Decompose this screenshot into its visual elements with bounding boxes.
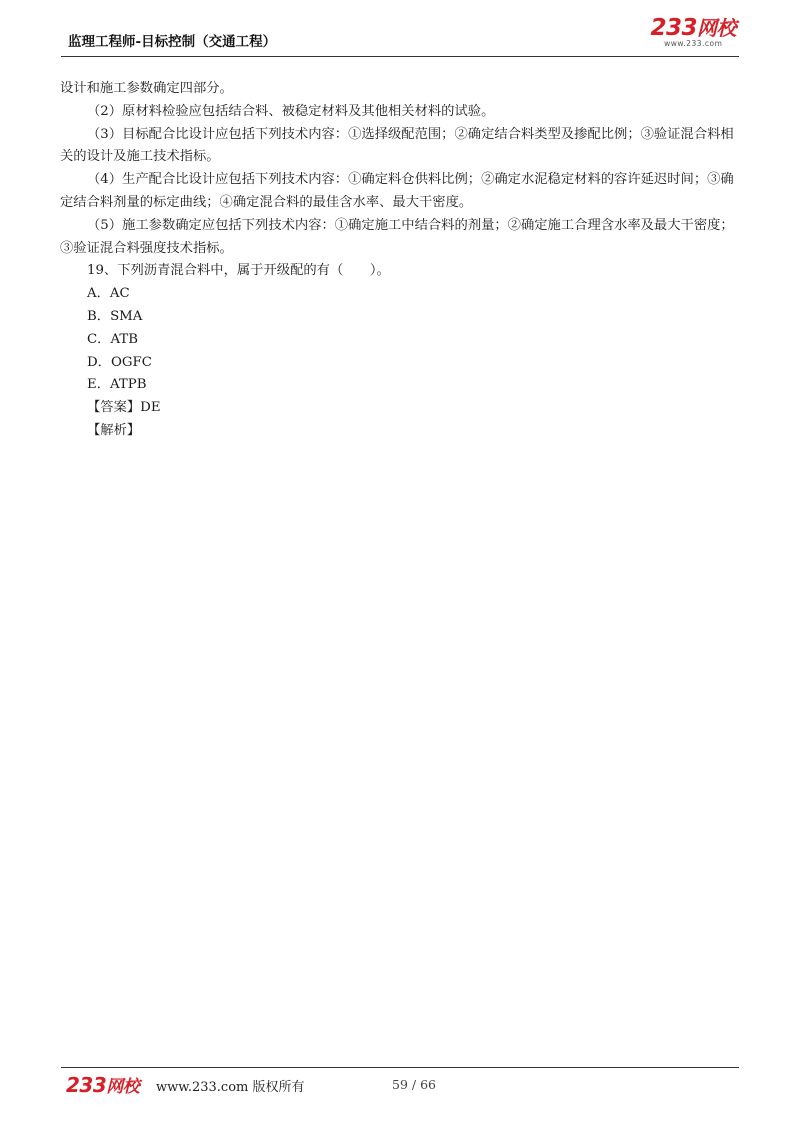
paragraph-item-4: （4）生产配合比设计应包括下列技术内容：①确定料仓供料比例；②确定水泥稳定材料的容许延迟时间；③确定结合料剂量的标定曲线；④确定混合料的最佳含水率、最大干密度。 bbox=[60, 172, 734, 210]
footer-logo-digits: 233 bbox=[66, 1073, 107, 1097]
logo-cn: 网校 bbox=[697, 16, 736, 40]
logo-digits: 233 bbox=[650, 15, 697, 41]
footer-divider bbox=[61, 1067, 739, 1068]
footer-copyright: www.233.com 版权所有 bbox=[156, 1080, 305, 1095]
paragraph-item-2: （2）原材料检验应包括结合料、被稳定材料及其他相关材料的试验。 bbox=[87, 103, 495, 119]
paragraph-item-3: （3）目标配合比设计应包括下列技术内容：①选择级配范围；②确定结合料类型及掺配比例；③验证混合料相关的设计及施工技术指标。 bbox=[60, 126, 734, 165]
answer: 【答案】DE bbox=[87, 400, 161, 416]
option-d: D．OGFC bbox=[87, 354, 152, 370]
document-body bbox=[60, 78, 742, 443]
analysis-label: 【解析】 bbox=[87, 422, 141, 438]
page-number: 59 / 66 bbox=[392, 1077, 436, 1092]
option-b: B．SMA bbox=[87, 308, 143, 324]
footer-logo bbox=[66, 1072, 139, 1097]
header-title: 监理工程师-目标控制（交通工程） bbox=[68, 34, 277, 50]
question-19: 19、下列沥青混合料中，属于开级配的有（ ）。 bbox=[87, 263, 390, 279]
option-a: A．AC bbox=[87, 286, 130, 302]
option-c: C．ATB bbox=[87, 331, 138, 347]
brand-logo bbox=[650, 16, 736, 48]
option-e: E．ATPB bbox=[87, 377, 147, 393]
logo-url: www.233.com bbox=[664, 39, 723, 48]
paragraph-continuation: 设计和施工参数确定四部分。 bbox=[60, 81, 233, 96]
header-divider bbox=[61, 56, 739, 57]
footer-logo-cn: 网校 bbox=[106, 1077, 140, 1097]
paragraph-item-5: （5）施工参数确定应包括下列技术内容：①确定施工中结合料的剂量；②确定施工合理含水率及最大干密度；③验证混合料强度技术指标。 bbox=[60, 217, 734, 256]
